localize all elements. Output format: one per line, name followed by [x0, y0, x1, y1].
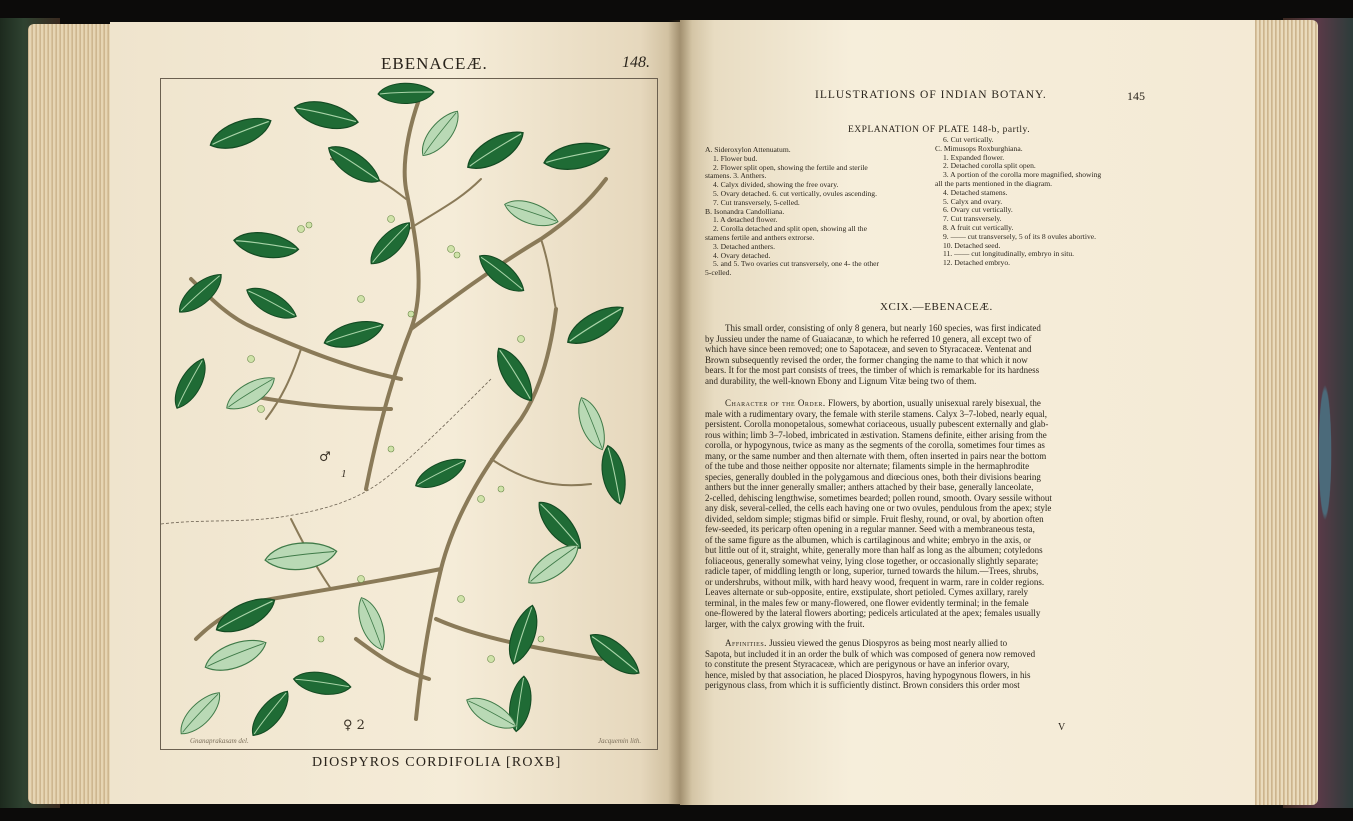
- text-line: many, or the same number and then alternate with them, often inserted in pairs near the bottom: [705, 450, 1047, 461]
- explanation-line: 10. Detached seed.: [943, 240, 1001, 250]
- text-line: Leaves alternate or sub-opposite, entire, exstipulate, short petioled. Cymes axillary, rarely: [705, 587, 1029, 597]
- explanation-line: 6. Ovary cut vertically.: [943, 205, 1013, 215]
- text-line: This small order, consisting of only 8 genera, but nearly 160 species, was first indicated: [725, 323, 1041, 333]
- explanation-line: 2. Corolla detached and split open, showing all the: [713, 224, 867, 234]
- explanation-line: 3. A portion of the corolla more magnified, showing: [943, 170, 1102, 180]
- text-line: bears. It for the most part consists of trees, the timber of which is remarkable for its hardness: [705, 365, 1040, 375]
- text-line: rous within; limb 3–7-lobed, imbricated in æstivation. Stamens definite, either arising from the: [705, 429, 1047, 440]
- text-line: one-flowered by the lateral flowers aborting; pedicels articulated at the apex; females usually: [705, 608, 1041, 618]
- explanation-line: 6. Cut vertically.: [943, 135, 994, 144]
- explanation-line: 5. Calyx and ovary.: [943, 196, 1003, 206]
- explanation-line: 5. and 5. Two ovaries cut transversely, one 4- the other: [713, 259, 880, 269]
- plate-credit-artist: Gnanaprakasam del.: [190, 737, 249, 745]
- explanation-line: 2. Flower split open, showing the fertile and sterile: [713, 162, 868, 172]
- explanation-line: C. Mimusops Roxburghiana.: [935, 143, 1023, 153]
- explanation-line: 4. Detached stamens.: [943, 187, 1008, 197]
- text-line: to constitute the present Styracaceæ, which are perigynous or have an inferior ovary,: [705, 659, 1010, 669]
- text-line: larger, with the calyx growing with the fruit.: [705, 618, 865, 629]
- text-line: few-seeded, its pericarp often opening in a regular manner. Seed with a membraneous testa,: [705, 524, 1035, 534]
- explanation-line: B. Isonandra Candolliana.: [705, 206, 785, 216]
- explanation-line: 12. Detached embryo.: [943, 258, 1011, 268]
- signature-mark: V: [1058, 722, 1066, 733]
- plate-title: DIOSPYROS CORDIFOLIA [ROXB]: [312, 755, 562, 770]
- text-line: divided, seldom simple; stigmas bifid or simple. Fruit fleshy, round, or oval, by abortion often: [705, 513, 1044, 524]
- text-line: persistent. Corolla monopetalous, somewhat coriaceous, usually pubescent externally and glab-: [705, 419, 1049, 429]
- explanation-line: 11. —— cut longitudinally, embryo in situ.: [943, 249, 1075, 259]
- text-line: which have since been removed; one to Sapotaceæ, and seven to Styracaceæ. Ventenat and: [705, 344, 1032, 354]
- explanation-line: 7. Cut transversely, 5-celled.: [713, 197, 800, 207]
- text-line: corolla, or hypogynous, twice as many as the segments of the corolla, sometimes four times as: [705, 440, 1045, 450]
- explanation-title: EXPLANATION OF PLATE 148-b, partly.: [848, 125, 1031, 135]
- explanation-line: stamens fertile and anthers extrorse.: [705, 232, 815, 242]
- text-line: anthers but the inner generally smaller; anthers attached by their base, generally lanceolate,: [705, 482, 1034, 492]
- explanation-line: 3. Detached anthers.: [713, 241, 775, 251]
- paragraph-lead: Affinities.: [725, 638, 767, 648]
- text-line: by Jussieu under the name of Guaiacanæ, to which he referred 10 genera, all except two of: [705, 333, 1032, 344]
- plate-credit-lithographer: Jacquemin lith.: [598, 737, 642, 745]
- text-line: any disk, several-celled, the cells each having one or two ovules, pendulous from the apex; style: [705, 503, 1052, 513]
- text-line: terminal, in the males few or many-flowered, one flower evidently terminal; in the female: [705, 597, 1029, 608]
- text-line: foliaceous, generally somewhat veiny, lying close together, or occasionally slightly separate;: [705, 555, 1039, 566]
- explanation-line: stamens. 3. Anthers.: [705, 171, 767, 181]
- left-page-number: 148.: [622, 54, 650, 71]
- text-line: and durability, the well-known Ebony and Lignum Vitæ being two of them.: [705, 375, 977, 386]
- text-line: perigynous class, from which it is sufficiently distinct. Brown considers this order most: [705, 680, 1020, 690]
- plate-label-female: ♀ 2: [343, 718, 365, 733]
- botanical-illustration: [161, 79, 655, 747]
- explanation-line: A. Sideroxylon Attenuatum.: [705, 145, 791, 154]
- plate-label-male: ♂: [319, 450, 331, 465]
- text-line: species, generally doubled in the polygamous and diœcious ones, both their divisions bearing: [705, 471, 1041, 482]
- explanation-line: 5-celled.: [705, 268, 732, 278]
- book-gutter: [668, 20, 692, 805]
- explanation-line: 8. A fruit cut vertically.: [943, 222, 1014, 232]
- text-line: 2-celled, dehiscing lengthwise, sometimes bearded; pollen round, smooth. Ovary sessile without: [705, 492, 1052, 503]
- page-edges-left: [28, 24, 118, 804]
- paragraph-character-of-order: [705, 398, 1225, 629]
- left-page-header: EBENACEÆ.: [381, 54, 488, 73]
- explanation-line: 5. Ovary detached. 6. cut vertically, ovules ascending.: [713, 188, 877, 198]
- text-line: Affinities. Jussieu viewed the genus Diospyros as being most nearly allied to: [725, 638, 1008, 648]
- text-line: Character of the Order. Flowers, by abortion, usually unisexual rarely bisexual, the: [725, 398, 1041, 408]
- explanation-column-a: [705, 146, 879, 278]
- text-line: but little out of it, straight, white, generally more than half as long as the albumen; cotyledons: [705, 545, 1043, 555]
- explanation-line: 2. Detached corolla split open.: [943, 161, 1036, 171]
- right-page-header: ILLUSTRATIONS OF INDIAN BOTANY.: [815, 89, 1047, 101]
- paragraph-lead: Character of the Order.: [725, 398, 826, 408]
- plate-label-figure-1: 1: [341, 468, 347, 480]
- explanation-column-b: [935, 136, 1101, 268]
- text-line: of the same figure as the albumen, which is cartilaginous and white; embryo in the axis, or: [705, 534, 1031, 545]
- right-page-number: 145: [1127, 89, 1145, 103]
- text-line: Brown subsequently revised the order, the former changing the name to that which it now: [705, 354, 1028, 365]
- explanation-line: 4. Calyx divided, showing the free ovary.: [713, 180, 839, 190]
- text-line: male with a rudimentary ovary, the female with sterile stamens. Calyx 3–7-lobed, nearly equal,: [705, 408, 1048, 419]
- paragraph-introduction: [705, 323, 1225, 386]
- text-line: Sapota, but included it in an order the bulk of which was composed of genera now removed: [705, 648, 1036, 659]
- section-title: XCIX.—EBENACEÆ.: [880, 301, 993, 313]
- text-line: radicle taper, of middling length or long, superior, turned towards the hilum.—Trees, shrubs,: [705, 566, 1039, 576]
- text-line: hence, misled by that association, he placed Diospyros, having hypogynous flowers, in his: [705, 669, 1031, 680]
- text-line: or undershrubs, without milk, with hard heavy wood, frequent in warm, rare in colder regions.: [705, 576, 1045, 587]
- explanation-line: 9. —— cut transversely, 5 of its 8 ovules abortive.: [943, 231, 1097, 241]
- explanation-line: all the parts mentioned in the diagram.: [935, 178, 1053, 188]
- paragraph-affinities: [705, 638, 1225, 691]
- explanation-line: 1. A detached flower.: [713, 215, 778, 225]
- explanation-line: 1. Expanded flower.: [943, 152, 1005, 162]
- explanation-line: 7. Cut transversely.: [943, 214, 1002, 224]
- explanation-line: 1. Flower bud.: [713, 153, 758, 163]
- text-line: of the tube and those neither opposite nor alternate; filaments simple in the hermaphrodite: [705, 461, 1030, 471]
- explanation-line: 4. Ovary detached.: [713, 250, 771, 260]
